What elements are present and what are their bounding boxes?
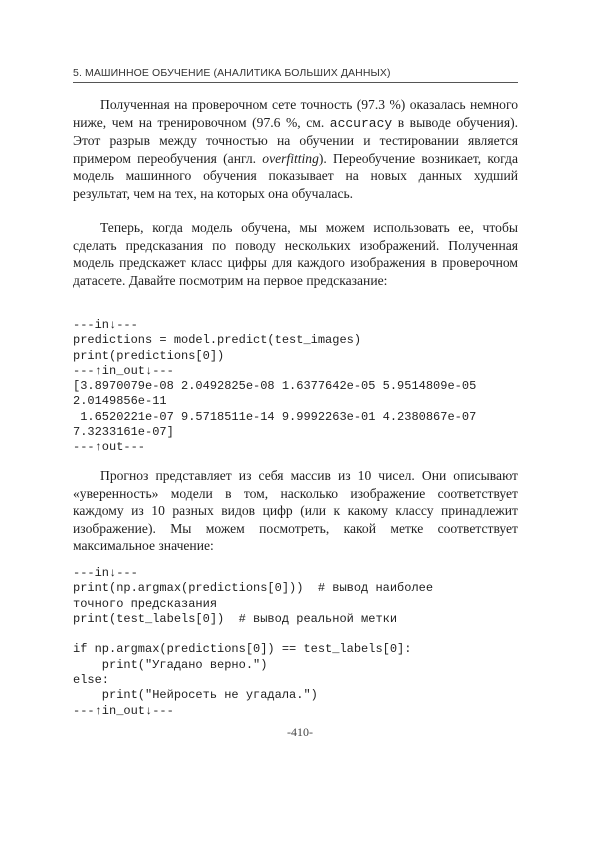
- inline-code-term: accuracy: [329, 115, 393, 131]
- code-block-predict: ---in↓--- predictions = model.predict(test_images) print(predictions[0]) ---↑in_out↓--- [3.8970079e-08 2.0492825e-08 1.6377642e-05 5.9514809e-05 2.0149856e-11 1.6520221e-07 9.5718511e-14 9.9992263e-01 4.2380867e-07 7.3233161e-07] ---↑out---: [73, 318, 477, 455]
- page-number: -410-: [287, 725, 313, 739]
- italic-term: overfitting: [262, 150, 319, 166]
- running-header: 5. МАШИННОЕ ОБУЧЕНИЕ (АНАЛИТИКА БОЛЬШИХ ДАННЫХ): [73, 67, 391, 79]
- paragraph-prediction-array: Прогноз представляет из себя массив из 10 чисел. Они описывают «уверенность» модели в том, насколько изображение соответствует каждому из 10 разных видов цифр (или к какому классу принадлежит изображение). Мы можем посмотреть, какой метке соответствует максимальное значение:: [73, 468, 518, 554]
- paragraph-overfitting: [73, 96, 518, 203]
- paragraph-text: Полученная на проверочном сете точность (97.3 %) оказалась немного ниже, чем на тренировочном (97.6 %, см.: [73, 97, 518, 130]
- paragraph-text: ). Переобучение возникает, когда модель машинного обучения показывает на новых данных худший результат, чем на тех, на которых она обучалась.: [73, 150, 518, 201]
- paragraph-text: в выводе обучения). Этот разрыв между точностью на обучении и тестировании является примером переобучения (англ.: [73, 114, 518, 166]
- header-rule: [73, 82, 518, 83]
- paragraph-predictions-intro: Теперь, когда модель обучена, мы можем использовать ее, чтобы сделать предсказания по поводу нескольких изображений. Полученная модель предскажет класс цифры для каждого изображения в проверочном датасете. Давайте посмотрим на первое предсказание:: [73, 220, 518, 288]
- code-block-argmax: ---in↓--- print(np.argmax(predictions[0])) # вывод наиболее точного предсказания print(test_labels[0]) # вывод реальной метки if np.argmax(predictions[0]) == test_labels[0]: print("Угадано верно.") else: print("Нейросеть не угадала.") ---↑in_out↓---: [73, 566, 434, 718]
